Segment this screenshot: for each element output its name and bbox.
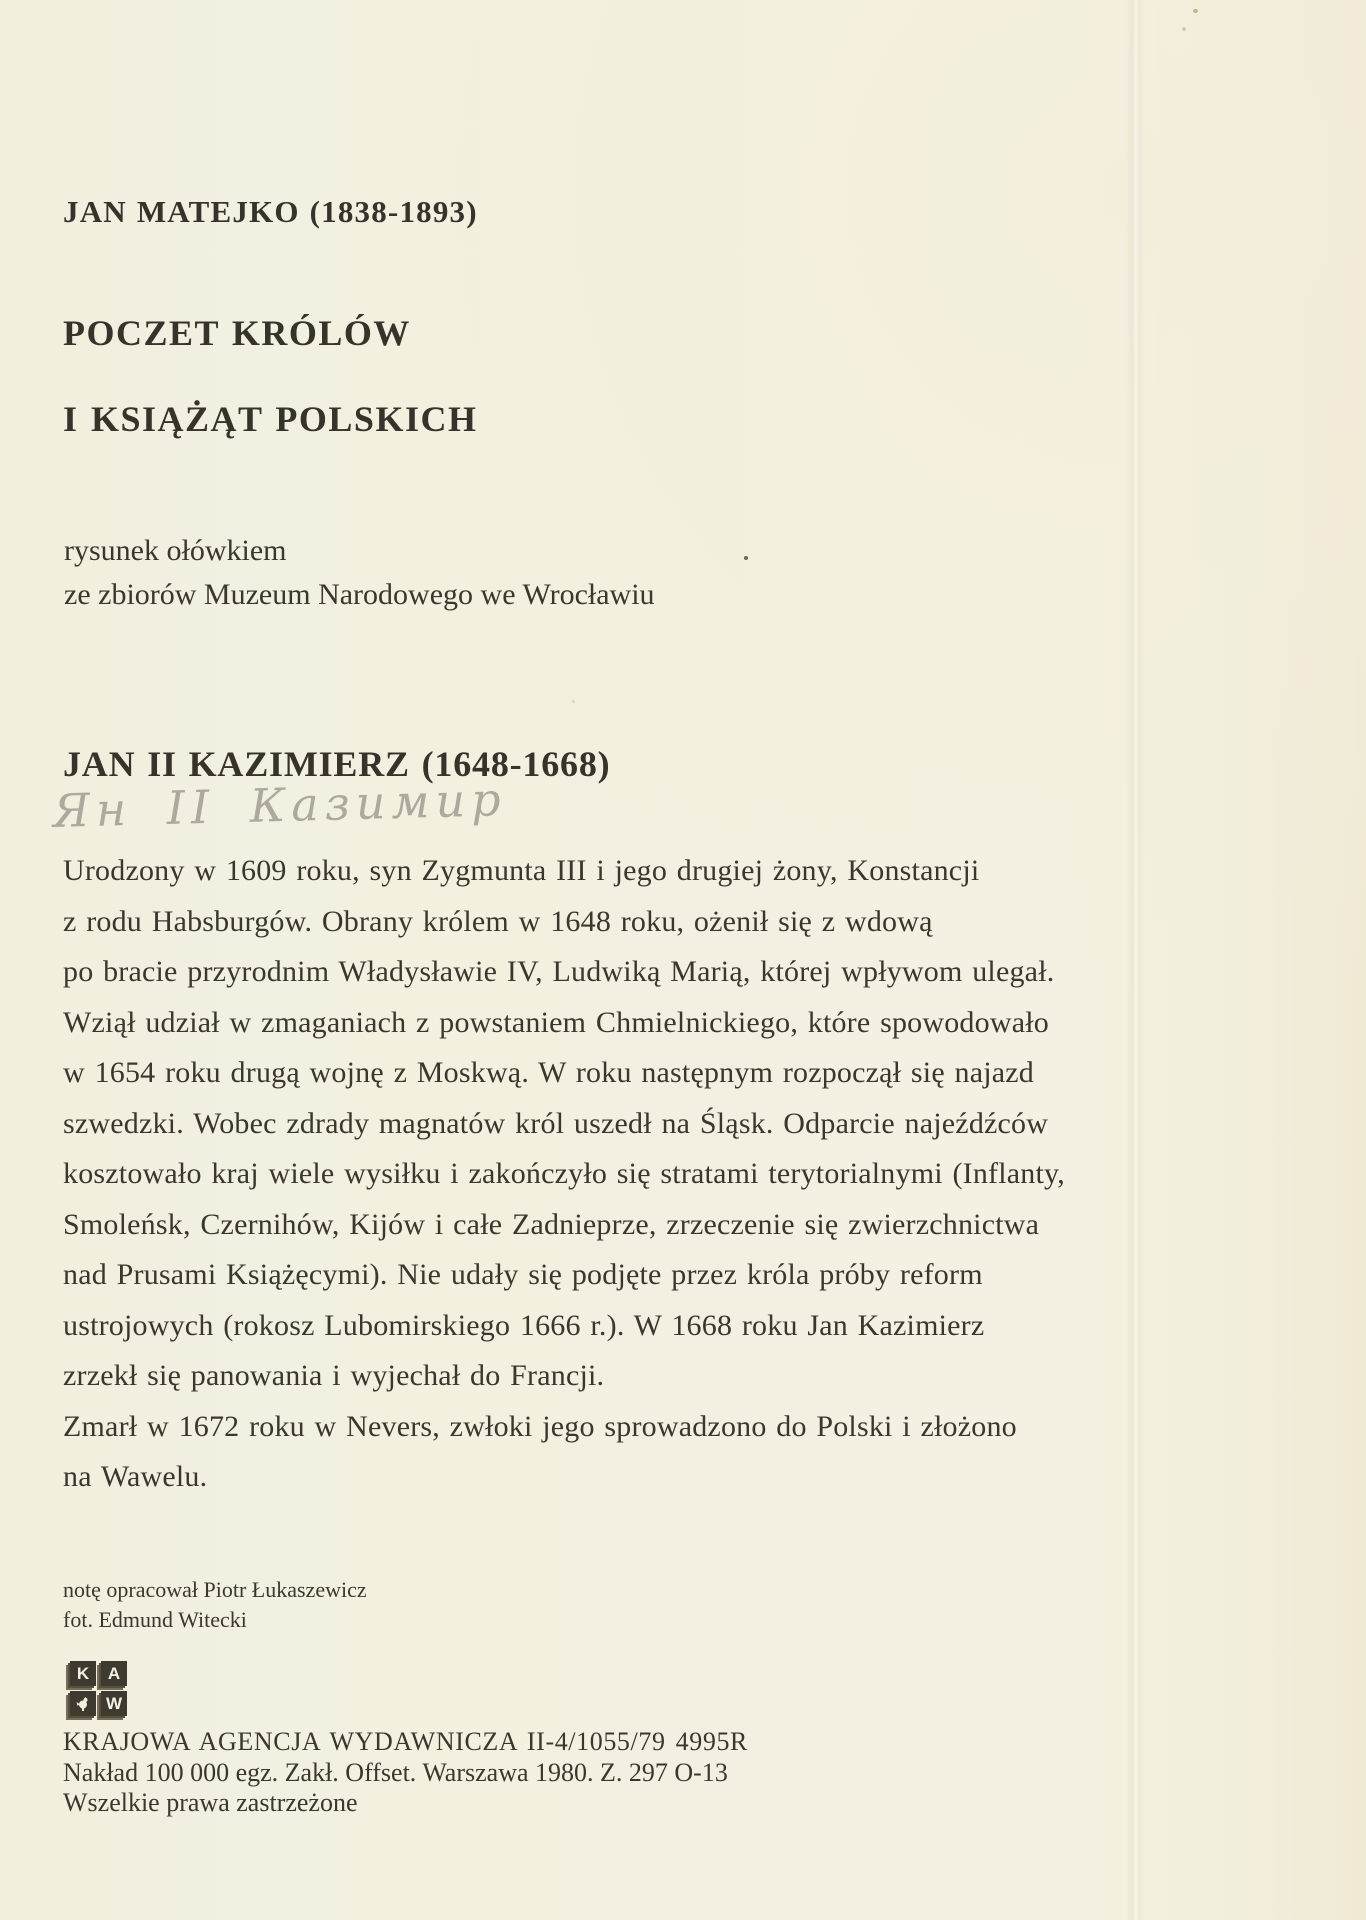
- subject-heading: JAN II KAZIMIERZ (1648-1668): [63, 744, 611, 784]
- paper-speck: [1193, 9, 1198, 13]
- rooster-emblem-icon: [70, 1691, 96, 1716]
- logo-letter-a-text: A: [107, 1663, 121, 1683]
- logo-letter-k-text: K: [76, 1663, 90, 1683]
- logo-letter-w: [101, 1691, 127, 1716]
- paper-crease: [1126, 0, 1144, 1920]
- medium-line: rysunek ołówkiem: [64, 534, 287, 567]
- bio-line: Smoleńsk, Czernihów, Kijów i całe Zadnieprze, zrzeczenie się zwierzchnictwa: [63, 1207, 1040, 1241]
- stray-print-dot: [744, 556, 748, 560]
- paper-speck: [1182, 27, 1186, 31]
- series-title-line2: I KSIĄŻĄT POLSKICH: [63, 399, 478, 439]
- bio-line: na Wawelu.: [63, 1460, 208, 1493]
- artist-name-line: JAN MATEJKO (1838-1893): [63, 194, 478, 229]
- rights-line: Wszelkie prawa zastrzeżone: [63, 1788, 358, 1817]
- paper-speck: [572, 700, 575, 703]
- logo-letter-k: [70, 1661, 96, 1686]
- pencil-annotation: Ян II Казимир: [52, 772, 508, 838]
- logo-letter-a: [101, 1661, 127, 1686]
- bio-line: Zmarł w 1672 roku w Nevers, zwłoki jego sprowadzono do Polski i złożono: [63, 1409, 1017, 1443]
- bio-line: w 1654 roku drugą wojnę z Moskwą. W roku następnym rozpoczął się najazd: [63, 1056, 1035, 1089]
- series-title-line1: POCZET KRÓLÓW: [63, 313, 411, 353]
- credits-block: [63, 1575, 367, 1635]
- collection-line: ze zbiorów Muzeum Narodowego we Wrocławiu: [64, 578, 655, 611]
- bio-line: Wziął udział w zmaganiach z powstaniem Chmielnickiego, które spowodowało: [63, 1005, 1049, 1039]
- biography-paragraph: [63, 846, 1065, 1503]
- publisher-imprint-line: KRAJOWA AGENCJA WYDAWNICZA II-4/1055/79 4995R: [63, 1727, 748, 1756]
- bio-line: ustrojowych (rokosz Lubomirskiego 1666 r.). W 1668 roku Jan Kazimierz: [63, 1308, 985, 1342]
- bio-line: po bracie przyrodnim Władysławie IV, Ludwiką Marią, której wpływom ulegał.: [63, 955, 1055, 988]
- photographer-line: fot. Edmund Witecki: [63, 1607, 247, 1632]
- bio-line: zrzekł się panowania i wyjechał do Francji.: [63, 1359, 605, 1392]
- note-author-line: notę opracował Piotr Łukaszewicz: [63, 1577, 367, 1602]
- bio-line: nad Prusami Książęcymi). Nie udały się podjęte przez króla próby reform: [63, 1258, 983, 1291]
- publisher-logo: [70, 1661, 127, 1716]
- bio-line: kosztowało kraj wiele wysiłku i zakończyło się stratami terytorialnymi (Inflanty,: [63, 1157, 1065, 1190]
- bio-line: z rodu Habsburgów. Obrany królem w 1648 roku, ożenił się z wdową: [63, 904, 933, 938]
- bio-line: Urodzony w 1609 roku, syn Zygmunta III i jego drugiej żony, Konstancji: [63, 854, 980, 887]
- bio-line: szwedzki. Wobec zdrady magnatów król uszedł na Śląsk. Odparcie najeźdźców: [63, 1106, 1049, 1140]
- logo-letter-w-text: W: [105, 1693, 123, 1713]
- colophon-block: [63, 1727, 748, 1819]
- print-run-line: Nakład 100 000 egz. Zakł. Offset. Warszawa 1980. Z. 297 O-13: [63, 1757, 728, 1787]
